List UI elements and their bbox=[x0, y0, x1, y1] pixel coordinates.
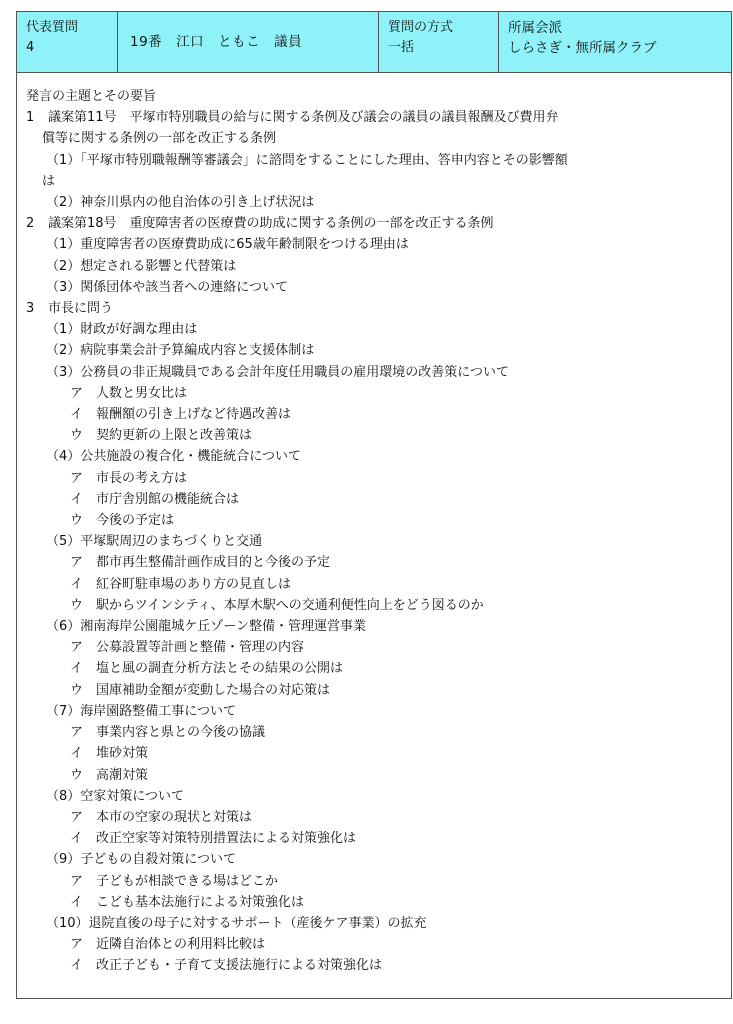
item-3-sub-9: （9）子どもの自殺対策について bbox=[46, 852, 237, 868]
item-3-sub-3: （3）公務員の非正規職員である会計年度任用職員の雇用環境の改善策について bbox=[46, 364, 510, 380]
item-1-continuation: 償等に関する条例の一部を改正する条例 bbox=[42, 131, 277, 147]
item-3-sub-3-u: ウ 契約更新の上限と改善策は bbox=[70, 428, 253, 444]
representative-question-number: 4 bbox=[26, 40, 35, 55]
faction-label: 所属会派 bbox=[508, 20, 562, 36]
item-3-sub-7: （7）海岸園路整備工事について bbox=[46, 703, 237, 719]
item-3-sub-8-a: ア 本市の空家の現状と対策は bbox=[70, 809, 253, 825]
item-3 bbox=[26, 298, 731, 319]
item-3-sub-10: （10）退院直後の母子に対するサポート（産後ケア事業）の拡充 bbox=[46, 915, 427, 931]
header-row bbox=[17, 12, 731, 73]
item-3-sub-7-a: ア 事業内容と県との今後の協議 bbox=[70, 725, 266, 741]
item-3-sub-3-i: イ 報酬額の引き上げなど待遇改善は bbox=[70, 407, 292, 423]
question-method-cell bbox=[379, 12, 499, 72]
representative-question-cell bbox=[17, 12, 118, 72]
item-3-sub-6: （6）湘南海岸公園龍城ケ丘ゾーン整備・管理運営事業 bbox=[46, 619, 367, 635]
faction-cell bbox=[499, 12, 731, 72]
item-3-sub-4: （4）公共施設の複合化・機能統合について bbox=[46, 449, 302, 465]
item-3-sub-6-u: ウ 国庫補助金額が変動した場合の対応策は bbox=[70, 682, 331, 698]
item-3-sub-9-i: イ こども基本法施行による対策強化は bbox=[70, 894, 305, 910]
item-3-sub-5-a: ア 都市再生整備計画作成目的と今後の予定 bbox=[70, 555, 331, 571]
item-3-sub-7-u: ウ 高潮対策 bbox=[70, 767, 149, 783]
item-3-sub-4-u: ウ 今後の予定は bbox=[70, 513, 175, 529]
question-sheet bbox=[16, 11, 732, 999]
item-2-sub-3: （3）関係団体や該当者への連絡について bbox=[46, 279, 289, 295]
item-3-sub-5-i: イ 紅谷町駐車場のあり方の見直しは bbox=[70, 576, 292, 592]
member-cell bbox=[118, 12, 379, 72]
item-3-sub-9-a: ア 子どもが相談できる場はどこか bbox=[70, 873, 279, 889]
item-3-sub-10-i: イ 改正子ども・子育て支援法施行による対策強化は bbox=[70, 958, 383, 974]
item-2-number: 2 bbox=[26, 216, 35, 232]
question-content bbox=[17, 73, 731, 977]
member-name: 19番 江口 ともこ 議員 bbox=[130, 34, 303, 50]
item-3-sub-7-i: イ 堆砂対策 bbox=[70, 746, 149, 762]
item-3-sub-1: （1）財政が好調な理由は bbox=[46, 322, 198, 338]
item-1-sub-2: （2）神奈川県内の他自治体の引き上げ状況は bbox=[46, 195, 315, 211]
item-1-number: 1 bbox=[26, 110, 35, 126]
item-1-text: 議案第11号 平塚市特別職員の給与に関する条例及び議会の議員の議員報酬及び費用弁 bbox=[48, 110, 559, 126]
item-3-sub-8-i: イ 改正空家等対策特別措置法による対策強化は bbox=[70, 831, 357, 847]
item-3-text: 市長に問う bbox=[48, 301, 114, 317]
item-3-sub-5-u: ウ 駅からツインシティ、本厚木駅への交通利便性向上をどう図るのか bbox=[70, 597, 484, 613]
item-3-sub-4-i: イ 市庁舎別館の機能統合は bbox=[70, 491, 240, 507]
item-3-sub-6-i: イ 塩と風の調査分析方法とその結果の公開は bbox=[70, 661, 344, 677]
item-2-text: 議案第18号 重度障害者の医療費の助成に関する条例の一部を改正する条例 bbox=[48, 216, 494, 232]
representative-question-label: 代表質問 bbox=[26, 20, 79, 35]
faction-value: しらさぎ・無所属クラブ bbox=[508, 40, 657, 56]
item-1-sub-1-continuation: は bbox=[42, 173, 56, 189]
item-3-sub-8: （8）空家対策について bbox=[46, 788, 185, 804]
item-3-sub-6-a: ア 公募設置等計画と整備・管理の内容 bbox=[70, 640, 305, 656]
item-3-sub-10-a: ア 近隣自治体との利用料比較は bbox=[70, 937, 266, 953]
item-1 bbox=[26, 107, 731, 128]
item-3-sub-4-a: ア 市長の考え方は bbox=[70, 470, 188, 486]
item-1-sub-1: （1）「平塚市特別職報酬等審議会」に諮問をすることにした理由、答申内容とその影響額 bbox=[46, 152, 568, 168]
item-3-sub-5: （5）平塚駅周辺のまちづくりと交通 bbox=[46, 534, 263, 550]
item-3-number: 3 bbox=[26, 301, 35, 317]
item-2 bbox=[26, 213, 731, 234]
content-heading: 発言の主題とその要旨 bbox=[26, 89, 157, 104]
item-2-sub-2: （2）想定される影響と代替策は bbox=[46, 258, 237, 274]
item-2-sub-1: （1）重度障害者の医療費助成に65歳年齢制限をつける理由は bbox=[46, 237, 409, 253]
question-method-label: 質問の方式 bbox=[388, 20, 454, 35]
question-method-value: 一括 bbox=[388, 40, 415, 55]
item-3-sub-2: （2）病院事業会計予算編成内容と支援体制は bbox=[46, 343, 315, 359]
item-3-sub-3-a: ア 人数と男女比は bbox=[70, 385, 188, 401]
